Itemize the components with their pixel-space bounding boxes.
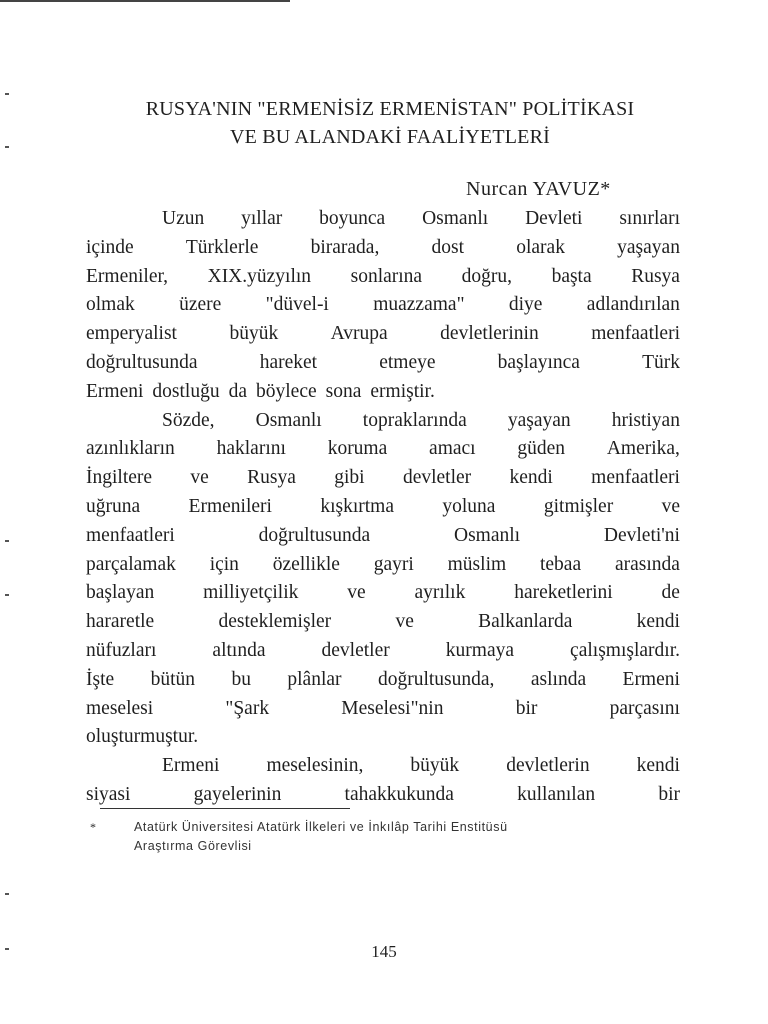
body-word: başlayan <box>86 582 155 604</box>
body-word: diye <box>508 294 543 316</box>
body-word: "düvel-i <box>265 294 329 316</box>
body-word: ermiştir. <box>370 380 435 402</box>
body-word: ve <box>395 611 414 633</box>
body-word: güden <box>517 438 566 460</box>
title-line-1: RUSYA'NIN "ERMENİSİZ ERMENİSTAN" POLİTİKASI <box>145 98 635 120</box>
body-line <box>86 434 680 464</box>
body-word: Ermeniler, <box>86 265 169 287</box>
body-word: doğrultusunda <box>258 524 371 546</box>
body-line <box>86 348 680 378</box>
body-line <box>162 204 680 234</box>
body-word: çalışmışlardır. <box>570 640 680 661</box>
body-word: "Şark <box>225 697 270 719</box>
body-line <box>86 377 680 407</box>
body-word: Ermeni <box>622 668 680 690</box>
body-line <box>86 521 680 551</box>
body-word: meselesinin, <box>266 755 364 777</box>
body-word: Uzun <box>162 208 205 229</box>
body-word: büyük <box>229 323 279 345</box>
body-word: kendi <box>509 467 553 489</box>
body-word: devletlerinin <box>440 323 539 345</box>
body-word: kendi <box>636 755 680 777</box>
body-word: Amerika, <box>606 438 680 460</box>
body-word: haklarını <box>216 438 286 460</box>
body-word: Türk <box>642 352 680 373</box>
body-word: Meselesi"nin <box>341 697 444 719</box>
body-word: müslim <box>447 553 507 575</box>
footnote-rule <box>100 808 350 809</box>
body-word: etmeye <box>379 352 436 373</box>
body-line <box>86 492 680 522</box>
body-word: Türklerle <box>185 236 259 258</box>
body-word: Rusya <box>631 265 680 287</box>
body-line <box>86 233 680 263</box>
body-line <box>86 463 680 493</box>
body-word: menfaatleri <box>86 524 175 546</box>
body-word: devletlerin <box>506 755 590 777</box>
body-word: doğrultusunda, <box>377 668 495 690</box>
body-word: ve <box>347 582 366 604</box>
footnote-line-2: Araştırma Görevlisi <box>134 839 252 853</box>
body-word: siyasi <box>86 784 131 805</box>
body-word: desteklemişler <box>218 611 332 633</box>
body-word: sona <box>325 380 362 402</box>
margin-mark <box>5 893 9 895</box>
body-line <box>162 406 680 436</box>
body-line <box>86 722 680 752</box>
body-word: gitmişler <box>543 496 614 517</box>
body-word: tahakkukunda <box>344 784 454 805</box>
body-word: kendi <box>636 611 680 633</box>
body-line <box>86 290 680 320</box>
body-word: ve <box>661 496 680 517</box>
body-word: bir <box>658 784 680 805</box>
body-word: azınlıkların <box>86 438 175 460</box>
body-word: parçalamak <box>86 553 176 575</box>
body-word: doğrultusunda <box>86 352 198 373</box>
body-word: Ermenileri <box>188 496 272 517</box>
body-word: yaşayan <box>617 236 680 258</box>
footnote-marker: * <box>90 820 96 834</box>
body-word: olarak <box>516 236 565 258</box>
body-word: amacı <box>429 438 476 460</box>
author-name: Nurcan YAVUZ* <box>466 178 611 200</box>
body-word: yoluna <box>442 496 496 517</box>
body-word: olmak <box>86 294 135 316</box>
body-word: da <box>228 380 247 402</box>
margin-mark <box>5 594 9 596</box>
body-line <box>86 262 680 292</box>
body-line <box>86 578 680 608</box>
body-word: İngiltere <box>86 467 153 489</box>
body-line <box>86 780 680 810</box>
body-word: Osmanlı <box>422 208 489 229</box>
body-word: kışkırtma <box>320 496 394 517</box>
body-word: özellikle <box>272 553 340 575</box>
margin-mark <box>5 146 9 148</box>
body-word: altında <box>212 640 266 661</box>
body-word: Rusya <box>247 467 296 489</box>
body-line <box>86 550 680 580</box>
body-word: başlayınca <box>497 352 580 373</box>
body-word: sınırları <box>619 208 680 229</box>
body-word: ve <box>190 467 209 489</box>
body-word: plânlar <box>287 668 342 690</box>
body-line <box>86 694 680 724</box>
body-word: de <box>661 582 680 604</box>
body-word: boyunca <box>319 208 386 229</box>
body-word: parçasını <box>609 697 680 719</box>
body-word: menfaatleri <box>591 323 680 345</box>
body-word: muazzama" <box>373 294 465 316</box>
footnote-line-1: Atatürk Üniversitesi Atatürk İlkeleri ve İnkılâp Tarihi Enstitüsü <box>134 820 508 834</box>
body-word: hararetle <box>86 611 155 633</box>
body-word: Osmanlı <box>255 409 322 431</box>
body-word: büyük <box>410 755 460 777</box>
body-word: gayri <box>373 553 414 575</box>
body-line <box>86 665 680 695</box>
body-line <box>86 636 680 666</box>
body-word: meselesi <box>86 697 154 719</box>
body-word: doğru, <box>461 265 513 287</box>
body-word: menfaatleri <box>591 467 680 489</box>
body-word: dostluğu <box>152 380 220 402</box>
body-word: yıllar <box>241 208 283 229</box>
body-word: kullanılan <box>517 784 596 805</box>
body-word: hareket <box>259 352 318 373</box>
body-line <box>162 751 680 781</box>
body-word: XIX.yüzyılın <box>207 265 312 287</box>
body-word: için <box>209 553 239 575</box>
body-word: devletler <box>402 467 472 489</box>
top-rule <box>0 0 290 2</box>
body-word: tebaa <box>539 553 582 575</box>
body-word: kurmaya <box>445 640 515 661</box>
title-line-2: VE BU ALANDAKİ FAALİYETLERİ <box>230 126 550 148</box>
footnote <box>134 818 674 856</box>
body-word: bu <box>231 668 251 690</box>
body-word: adlandırılan <box>586 294 680 316</box>
body-word: topraklarında <box>362 409 467 431</box>
page-number: 145 <box>371 942 397 961</box>
body-word: koruma <box>327 438 388 460</box>
body-word: hristiyan <box>611 409 680 431</box>
body-word: arasında <box>614 553 680 575</box>
body-word: Osmanlı <box>453 524 521 546</box>
body-word: Ermeni <box>86 380 144 402</box>
body-word: yaşayan <box>507 409 571 431</box>
margin-mark <box>5 540 9 542</box>
body-line <box>86 607 680 637</box>
body-word: Devleti <box>525 208 583 229</box>
body-line <box>86 319 680 349</box>
body-word: içinde <box>86 236 134 258</box>
body-word: üzere <box>179 294 222 316</box>
body-word: bir <box>515 697 538 719</box>
body-word: Balkanlarda <box>478 611 573 633</box>
body-word: devletler <box>321 640 390 661</box>
body-word: Avrupa <box>330 323 388 345</box>
body-word: bütün <box>150 668 196 690</box>
body-word: sonlarına <box>350 265 423 287</box>
body-word: Devleti'ni <box>603 524 680 546</box>
body-word: dost <box>431 236 465 258</box>
body-word: emperyalist <box>86 323 177 345</box>
body-word: Sözde, <box>162 409 215 431</box>
body-word: Ermeni <box>162 755 220 777</box>
body-word: İşte <box>86 668 115 690</box>
body-word: gayelerinin <box>193 784 282 805</box>
body-word: aslında <box>530 668 587 690</box>
body-word: gibi <box>334 467 365 489</box>
body-word: hareketlerini <box>514 582 613 604</box>
margin-mark <box>5 93 9 95</box>
body-word: nüfuzları <box>86 640 157 661</box>
body-word: başta <box>551 265 592 287</box>
body-word: böylece <box>256 380 317 402</box>
body-word: oluşturmuştur. <box>86 726 199 748</box>
body-word: uğruna <box>86 496 141 517</box>
body-word: milliyetçilik <box>203 582 299 604</box>
body-word: ayrılık <box>414 582 466 604</box>
body-word: birarada, <box>310 236 380 258</box>
